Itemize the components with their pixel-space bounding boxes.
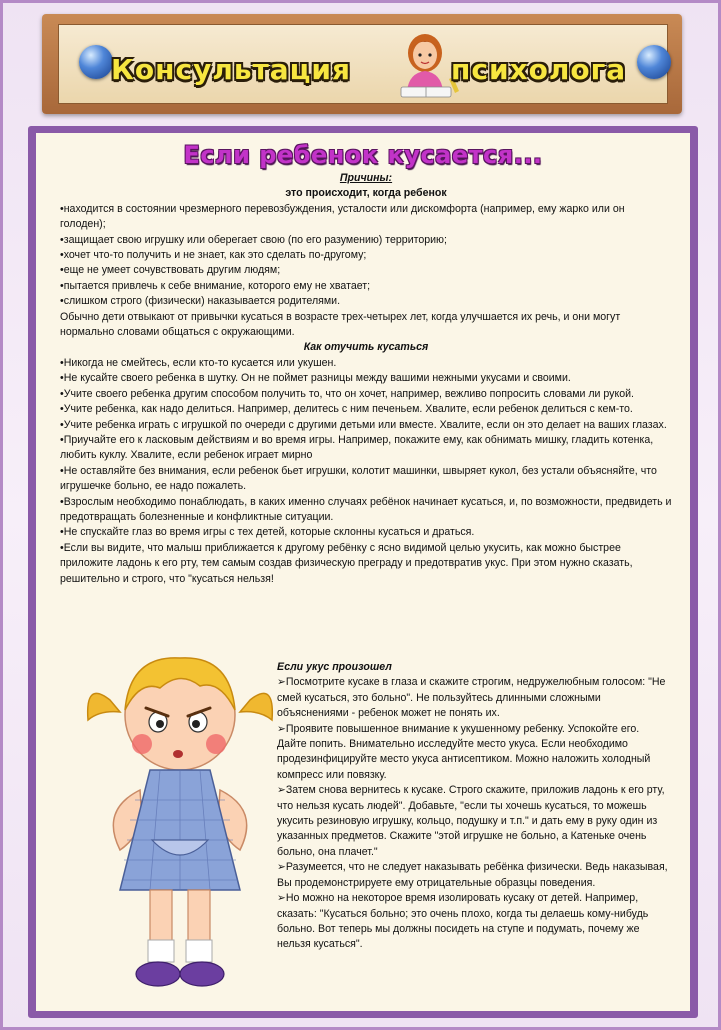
wean-item: •Приучайте его к ласковым действиям и во время игры. Например, покажите ему, как обнимать мишку, гладить котенка, любить куклу. Хвалите, если ребенок играет мирно bbox=[60, 433, 654, 462]
wean-heading: Как отучить кусаться bbox=[303, 341, 429, 354]
blue-ball-icon bbox=[79, 45, 113, 79]
banner-plaque bbox=[58, 24, 668, 104]
wean-item: •Не кусайте своего ребенка в шутку. Он не поймет разницы между вашими нежными укусами и своими. bbox=[60, 372, 571, 385]
cause-item: •хочет что-то получить и не знает, как это сделать по-другому; bbox=[60, 249, 367, 262]
bite-heading: Если укус произошел bbox=[277, 661, 392, 673]
bite-item: ➢Разумеется, что не следует наказывать ребёнка физически. Ведь наказывая, Вы продемонстрируете ему отрицательные образцы поведения. bbox=[277, 861, 668, 889]
wean-item: •Не спускайте глаз во время игры с тех детей, которые склонны кусаться и драться. bbox=[60, 526, 475, 539]
wean-item: •Никогда не смейтесь, если кто-то кусается или укушен. bbox=[60, 356, 337, 369]
bite-item: ➢Посмотрите кусаке в глаза и скажите строгим, недружелюбным голосом: "Не смей кусаться, это больно". Не пользуйтесь длинными сложными объяснениями - ребенок может не понять их. bbox=[277, 676, 666, 720]
page-title: Если ребенок кусается... bbox=[183, 141, 543, 169]
causes-intro: это происходит, когда ребенок bbox=[285, 187, 447, 200]
wean-item: •Не оставляйте без внимания, если ребенок бьет игрушки, колотит машинки, швыряет кукол, без устали объясняйте, что игрушечке больно, ее надо пожалеть. bbox=[60, 464, 657, 493]
wean-item: •Взрослым необходимо понаблюдать, в каких именно случаях ребёнок начинает кусаться, и, по возможности, предвидеть и предотвращать болезненные и конфликтные ситуации. bbox=[60, 495, 672, 523]
wean-item: •Если вы видите, что малыш приближается к другому ребёнку с ясно видимой целью укусить, как можно быстрее приложите ладонь к его рту, тем самым создав физическую преграду и предотвратив укус. При этом нужно сказать, решительно и строго, что "кусаться нельзя! bbox=[60, 541, 633, 585]
cause-item: •находится в состоянии чрезмерного перевозбуждения, усталости или дискомфорта (например, ему жарко или он голоден); bbox=[60, 202, 625, 231]
causes-note: Обычно дети отвыкают от привычки кусаться в возрасте трех-четырех лет, когда улучшается их речь, и они могут нормально словами общаться с окружающими. bbox=[60, 310, 621, 339]
causes-heading: Причины: bbox=[339, 172, 393, 184]
bite-section bbox=[277, 660, 671, 953]
wean-item: •Учите своего ребенка другим способом получить то, что он хочет, например, вежливо попросить словами ли рукой. bbox=[60, 387, 634, 400]
main-text bbox=[60, 171, 672, 587]
wean-item: •Учите ребенка играть с игрушкой по очереди с другими детьми или вместе. Хвалите, если он это делает на ваших глазах. bbox=[60, 418, 667, 431]
blue-ball-icon bbox=[637, 45, 671, 79]
bite-item: ➢Но можно на некоторое время изолировать кусаку от детей. Например, сказать: "Кусаться больно; это очень плохо, когда ты делаешь кому-нибудь больно. Вот теперь мы должны посидеть на ступе и подумать, почему же нельзя кусаться". bbox=[277, 892, 649, 951]
wean-item: •Учите ребенка, как надо делиться. Например, делитесь с ним печеньем. Хвалите, если ребенок делиться с кем-то. bbox=[60, 403, 633, 416]
header-banner bbox=[42, 14, 682, 114]
cause-item: •еще не умеет сочувствовать другим людям; bbox=[60, 264, 281, 277]
banner-word-consultation: Консультация bbox=[111, 53, 352, 86]
bite-item: ➢Проявите повышенное внимание к укушенному ребенку. Успокойте его. Дайте попить. Внимательно исследуйте место укуса. Если необходимо продезинфицируйте место укуса антисептиком. Можно наложить холодный компресс или повязку. bbox=[277, 722, 651, 781]
cause-item: •защищает свою игрушку или оберегает свою (по его разумению) территорию; bbox=[60, 233, 447, 246]
cause-item: •слишком строго (физически) наказывается родителями. bbox=[60, 295, 341, 308]
cause-item: •пытается привлечь к себе внимание, которого ему не хватает; bbox=[60, 279, 371, 292]
bite-item: ➢Затем снова вернитесь к кусаке. Строго скажите, приложив ладонь к его рту, что нельзя кусать людей". Добавьте, "если ты хочешь кусаться, то можешь укусить резиновую игрушку, кольцо, подушку и т.п." и дать ему в руку один из указанных предметов. Скажите "этой игрушке не больно, а Катеньке очень больно, она плачет." bbox=[277, 784, 665, 858]
angry-girl-illustration bbox=[80, 640, 280, 1000]
banner-word-psychologist: психолога bbox=[451, 53, 627, 86]
